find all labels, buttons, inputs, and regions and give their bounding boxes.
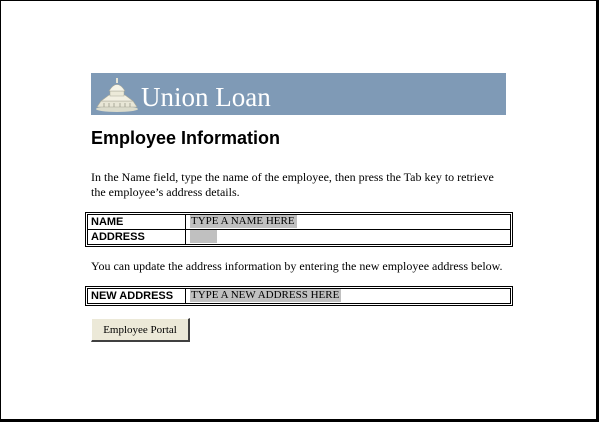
new-address-row [88,289,510,303]
name-cell [186,215,510,229]
employee-lookup-table [85,212,513,247]
new-address-cell [186,289,510,303]
employee-portal-button[interactable]: Employee Portal [91,318,190,342]
page-title: Employee Information [91,128,281,148]
update-instructions: You can update the address information by entering the new employee address below. [91,259,503,273]
new-address-input[interactable]: TYPE A NEW ADDRESS HERE [191,289,340,301]
name-label: NAME [88,215,186,229]
company-banner [91,73,506,115]
address-label: ADDRESS [88,230,186,244]
name-input[interactable]: TYPE A NAME HERE [191,215,295,227]
instructions-text: In the Name field, type the name of the employee, then press the Tab key to retrieve the employee’s address details. [91,170,494,199]
address-row [88,229,510,244]
new-address-table [85,286,513,306]
capitol-building-icon [95,76,139,112]
name-row [88,215,510,229]
new-address-label: NEW ADDRESS [88,289,186,303]
address-cell [186,230,510,244]
address-field[interactable] [190,230,217,243]
brand-name: Union Loan [141,82,271,112]
